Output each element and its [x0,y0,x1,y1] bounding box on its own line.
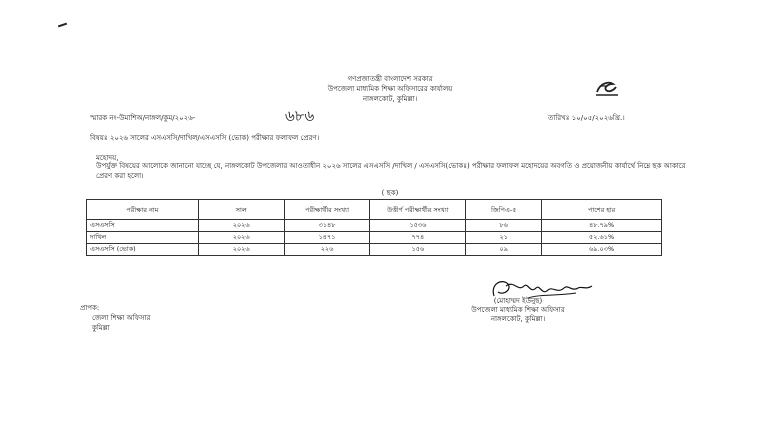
cell-pass-rate: ৫২.৬১% [542,232,662,244]
memo-date: তারিখঃ ১০/০৫/২০২৬খ্রি.। [548,114,625,122]
cell-exam-name: এসএসসি [87,220,199,232]
cell-year: ২০২৬ [198,220,284,232]
header-passed: উত্তীর্ণ পরীক্ষার্থীর সংখ্যা [370,200,466,220]
recipient-place: কুমিল্লা [92,324,110,332]
cell-gpa5: ২১ [466,232,542,244]
cell-pass-rate: ৪৮.৭৯% [542,220,662,232]
memo-reference: স্মারক নং-উমাশিঅ/নাঙ্গল/কুম/২০২৬- [90,114,196,122]
table-caption: ( ছক) [381,189,399,197]
cell-examinees: ১৪৭১ [284,232,370,244]
recipient-office: জেলা শিক্ষা অফিসার [92,314,151,322]
recipient-label: প্রাপক: [80,304,100,312]
letterhead [0,74,780,104]
cell-examinees: ২২৬ [284,244,370,256]
cell-pass-rate: ৬৯.০৩% [542,244,662,256]
header-year: সাল [198,200,284,220]
letterhead-location: নাঙ্গলকোট, কুমিল্লা। [362,95,418,103]
cell-passed: ১৫৩৬ [370,220,466,232]
signatory-title: উপজেলা মাধ্যমিক শিক্ষা অফিসার [471,306,565,314]
letterhead-government: গণপ্রজাতন্ত্রী বাংলাদেশ সরকার [347,75,433,83]
header-examinees: পরীক্ষার্থীর সংখ্যা [284,200,370,220]
cell-examinees: ৩১৪৮ [284,220,370,232]
table-row [87,244,662,256]
cell-exam-name: দাখিল [87,232,199,244]
cell-gpa5: ০৯ [466,244,542,256]
signatory-name: (মোহাম্মদ ইউনুছ) [493,297,543,305]
table-header-row [87,200,662,220]
results-table [86,199,662,256]
corner-mark [58,23,67,28]
cell-year: ২০২৬ [198,232,284,244]
table-row [87,220,662,232]
office-logo-icon [594,78,620,98]
letter-body: উপর্যুক্ত বিষয়ের আলোকে জানানো যাচ্ছে যে, নাঙ্গলকোট উপজেলার আওতাধীন ২০২৬ সালের এসএসসি /দাখিল / এসএসসি(ভোকঃ) পরীক্ষার ফলাফল মহোদয়ের অবগতি ও প্রয়োজনীয় কার্যার্থে নিম্নে ছক আকারে প্রেরণ করা হলো। [96,162,686,180]
salutation: মহোদয়, [96,154,119,162]
header-pass-rate: পাশের হার [542,200,662,220]
subject-line: বিষয়ঃ ২০২৬ সালের এসএসসি/দাখিল/এসএসসি (ভোক) পরীক্ষার ফলাফল প্রেরণ। [90,134,320,142]
cell-year: ২০২৬ [198,244,284,256]
signature-block [418,297,618,324]
table-row [87,232,662,244]
memo-number-handwritten: ৬৮৬ [285,107,315,125]
cell-passed: ১৫৬ [370,244,466,256]
cell-exam-name: এসএসসি (ভোক) [87,244,199,256]
recipient-block [92,313,150,333]
signatory-place: নাঙ্গলকোট, কুমিল্লা। [490,315,546,323]
header-exam-name: পরীক্ষার নাম [87,200,199,220]
header-gpa5: জিপিএ-৫ [466,200,542,220]
cell-passed: ৭৭৪ [370,232,466,244]
letterhead-office: উপজেলা মাধ্যমিক শিক্ষা অফিসারের কার্যালয় [327,85,453,93]
cell-gpa5: ৮৬ [466,220,542,232]
